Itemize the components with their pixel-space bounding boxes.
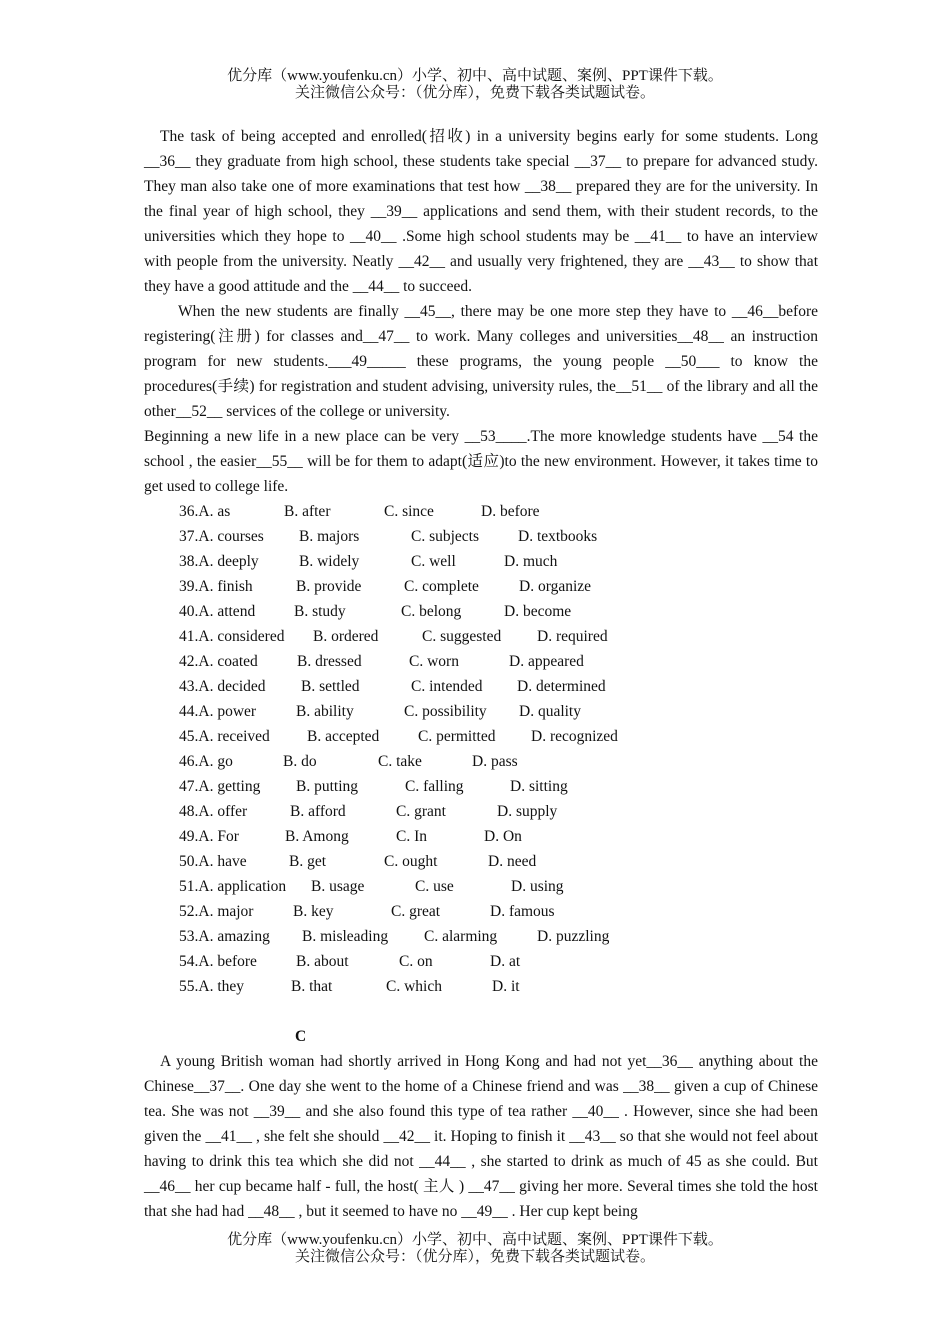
option-choice: C. use (415, 878, 454, 895)
option-choice: B. misleading (302, 928, 389, 945)
option-choice: C. falling (405, 778, 464, 795)
option-choice: 37.A. courses (179, 528, 264, 545)
option-choice: B. majors (299, 528, 360, 545)
option-choice: 43.A. decided (179, 678, 266, 695)
option-choice: D. much (504, 553, 558, 570)
option-row (179, 749, 818, 774)
document-body (144, 124, 818, 1224)
option-choice: D. puzzling (537, 928, 610, 945)
option-choice: D. textbooks (518, 528, 598, 545)
passage-b-paragraph-2: When the new students are finally __45__, there may be one more step they have to __46__before registering(注册) for classes and__47__ to work. Many colleges and universities__48__ an instruction program for new students.___49_____ these programs, the young people __50___ to know the procedures(手续) for registration and student advising, university rules, the__51__ of the library and all the other__52__ services of the college or university. (144, 303, 818, 420)
option-choice: 49.A. For (179, 828, 239, 845)
option-choice: 42.A. coated (179, 653, 258, 670)
option-choice: D. need (488, 853, 537, 870)
header-line-2: 关注微信公众号：（优分库），免费下载各类试题试卷。 (294, 85, 655, 101)
option-choice: B. settled (301, 678, 360, 695)
option-choice: B. study (294, 603, 346, 620)
option-choice: D. using (511, 878, 564, 895)
option-choice: D. famous (490, 903, 555, 920)
option-row (179, 874, 818, 899)
option-choice: D. at (490, 953, 521, 970)
option-choice: D. before (481, 503, 540, 520)
option-choice: B. about (296, 953, 349, 970)
option-choice: D. appeared (509, 653, 584, 670)
option-choice: 41.A. considered (179, 628, 285, 645)
option-choice: B. that (291, 978, 333, 995)
option-choice: D. recognized (531, 728, 618, 745)
option-row (179, 824, 818, 849)
option-choice: C. on (399, 953, 433, 970)
option-row (179, 724, 818, 749)
option-choice: 54.A. before (179, 953, 257, 970)
option-choice: C. worn (409, 653, 459, 670)
option-choice: C. which (386, 978, 442, 995)
option-choice: C. grant (396, 803, 446, 820)
option-choice: C. take (378, 753, 422, 770)
section-c-paragraph-1: A young British woman had shortly arrived in Hong Kong and had not yet__36__ anything about the Chinese__37__. One day she went to the home of a Chinese friend and was __38__ given a cup of Chinese tea. She was not __39__ and she also found this type of tea rather __40__ . However, since she had been given the __41__ , she felt she should __42__ it. Hoping to finish it __43__ so that she would not feel about having to drink this tea which she did not __44__ , she started to drink as much of 45 as she could. But __46__ her cup became half - full, the host( 主人 ) __47__ giving her more. Several times she told the host that she had had __48__ , but it seemed to have no __49__ . Her cup kept being (144, 1053, 818, 1220)
option-choice: D. pass (472, 753, 518, 770)
section-c-heading (144, 999, 818, 1049)
option-row (179, 524, 818, 549)
page-footer (0, 1232, 950, 1266)
option-choice: C. intended (411, 678, 483, 695)
option-choice: 51.A. application (179, 878, 287, 895)
option-choice: B. accepted (307, 728, 380, 745)
option-row (179, 949, 818, 974)
option-choice: C. alarming (424, 928, 498, 945)
option-row (179, 699, 818, 724)
option-choice: B. widely (299, 553, 360, 570)
option-choice: 53.A. amazing (179, 928, 270, 945)
option-row (179, 974, 818, 999)
option-row (179, 674, 818, 699)
option-choice: D. On (484, 828, 522, 845)
option-choice: D. quality (519, 703, 581, 720)
option-choice: C. belong (401, 603, 462, 620)
option-choice: B. do (283, 753, 317, 770)
option-choice: D. it (492, 978, 520, 995)
option-row (179, 574, 818, 599)
option-choice: B. provide (296, 578, 362, 595)
option-row (179, 799, 818, 824)
option-row (179, 924, 818, 949)
option-row (179, 774, 818, 799)
section-c-label: C (295, 1028, 307, 1045)
option-choice: C. suggested (422, 628, 502, 645)
option-choice: B. afford (290, 803, 346, 820)
option-row (179, 499, 818, 524)
option-row (179, 899, 818, 924)
option-choice: B. ability (296, 703, 354, 720)
option-choice: B. Among (285, 828, 349, 845)
option-choice: 40.A. attend (179, 603, 256, 620)
option-choice: D. required (537, 628, 608, 645)
option-choice: D. organize (519, 578, 592, 595)
option-choice: 38.A. deeply (179, 553, 259, 570)
option-choice: 48.A. offer (179, 803, 248, 820)
footer-line-1: 优分库（www.youfenku.cn）小学、初中、高中试题、案例、PPT课件下载。 (227, 1232, 723, 1248)
option-choice: 39.A. finish (179, 578, 253, 595)
passage-b-paragraph-3: Beginning a new life in a new place can be very __53____.The more knowledge students have __54 the school , the easier__55__ will be for them to adapt(适应)to the new environment. However, it takes time to get used to college life. (144, 428, 818, 495)
footer-line-2: 关注微信公众号：（优分库），免费下载各类试题试卷。 (294, 1249, 655, 1265)
option-choice: C. complete (404, 578, 479, 595)
option-choice: C. permitted (418, 728, 496, 745)
option-row (179, 549, 818, 574)
option-choice: C. ought (384, 853, 438, 870)
option-choice: 45.A. received (179, 728, 270, 745)
option-choice: D. sitting (510, 778, 568, 795)
option-choice: B. ordered (313, 628, 379, 645)
option-choice: C. well (411, 553, 456, 570)
option-choice: 50.A. have (179, 853, 247, 870)
option-choice: B. get (289, 853, 327, 870)
option-row (179, 649, 818, 674)
answer-options (144, 499, 818, 999)
option-row (179, 849, 818, 874)
option-choice: C. great (391, 903, 441, 920)
option-choice: B. after (284, 503, 331, 520)
option-choice: 47.A. getting (179, 778, 261, 795)
option-row (179, 599, 818, 624)
option-choice: B. usage (311, 878, 365, 895)
option-choice: C. In (396, 828, 427, 845)
option-choice: B. dressed (297, 653, 362, 670)
option-choice: B. putting (296, 778, 359, 795)
option-choice: 36.A. as (179, 503, 231, 520)
option-choice: C. subjects (411, 528, 480, 545)
option-choice: 55.A. they (179, 978, 245, 995)
option-choice: 52.A. major (179, 903, 254, 920)
option-choice: 44.A. power (179, 703, 257, 720)
passage-b-paragraph-1: The task of being accepted and enrolled(招收) in a university begins early for some students. Long __36__ they graduate from high school, these students take special __37__ to prepare for advanced study. They man also take one of more examinations that test how __38__ prepared they are for the university. In the final year of high school, they __39__ applications and send them, with their student records, to the universities which they hope to __40__ .Some high school students may be __41__ to have an interview with people from the university. Neatly __42__ and usually very frightened, they are __43__ to show that they have a good attitude and the __44__ to succeed. (144, 128, 818, 295)
option-choice: B. key (293, 903, 334, 920)
option-choice: C. possibility (404, 703, 487, 720)
option-choice: 46.A. go (179, 753, 233, 770)
option-choice: C. since (384, 503, 434, 520)
option-choice: D. become (504, 603, 572, 620)
option-row (179, 624, 818, 649)
option-choice: D. supply (497, 803, 558, 820)
option-choice: D. determined (517, 678, 606, 695)
page-header (0, 68, 950, 102)
header-line-1: 优分库（www.youfenku.cn）小学、初中、高中试题、案例、PPT课件下载。 (227, 68, 723, 84)
